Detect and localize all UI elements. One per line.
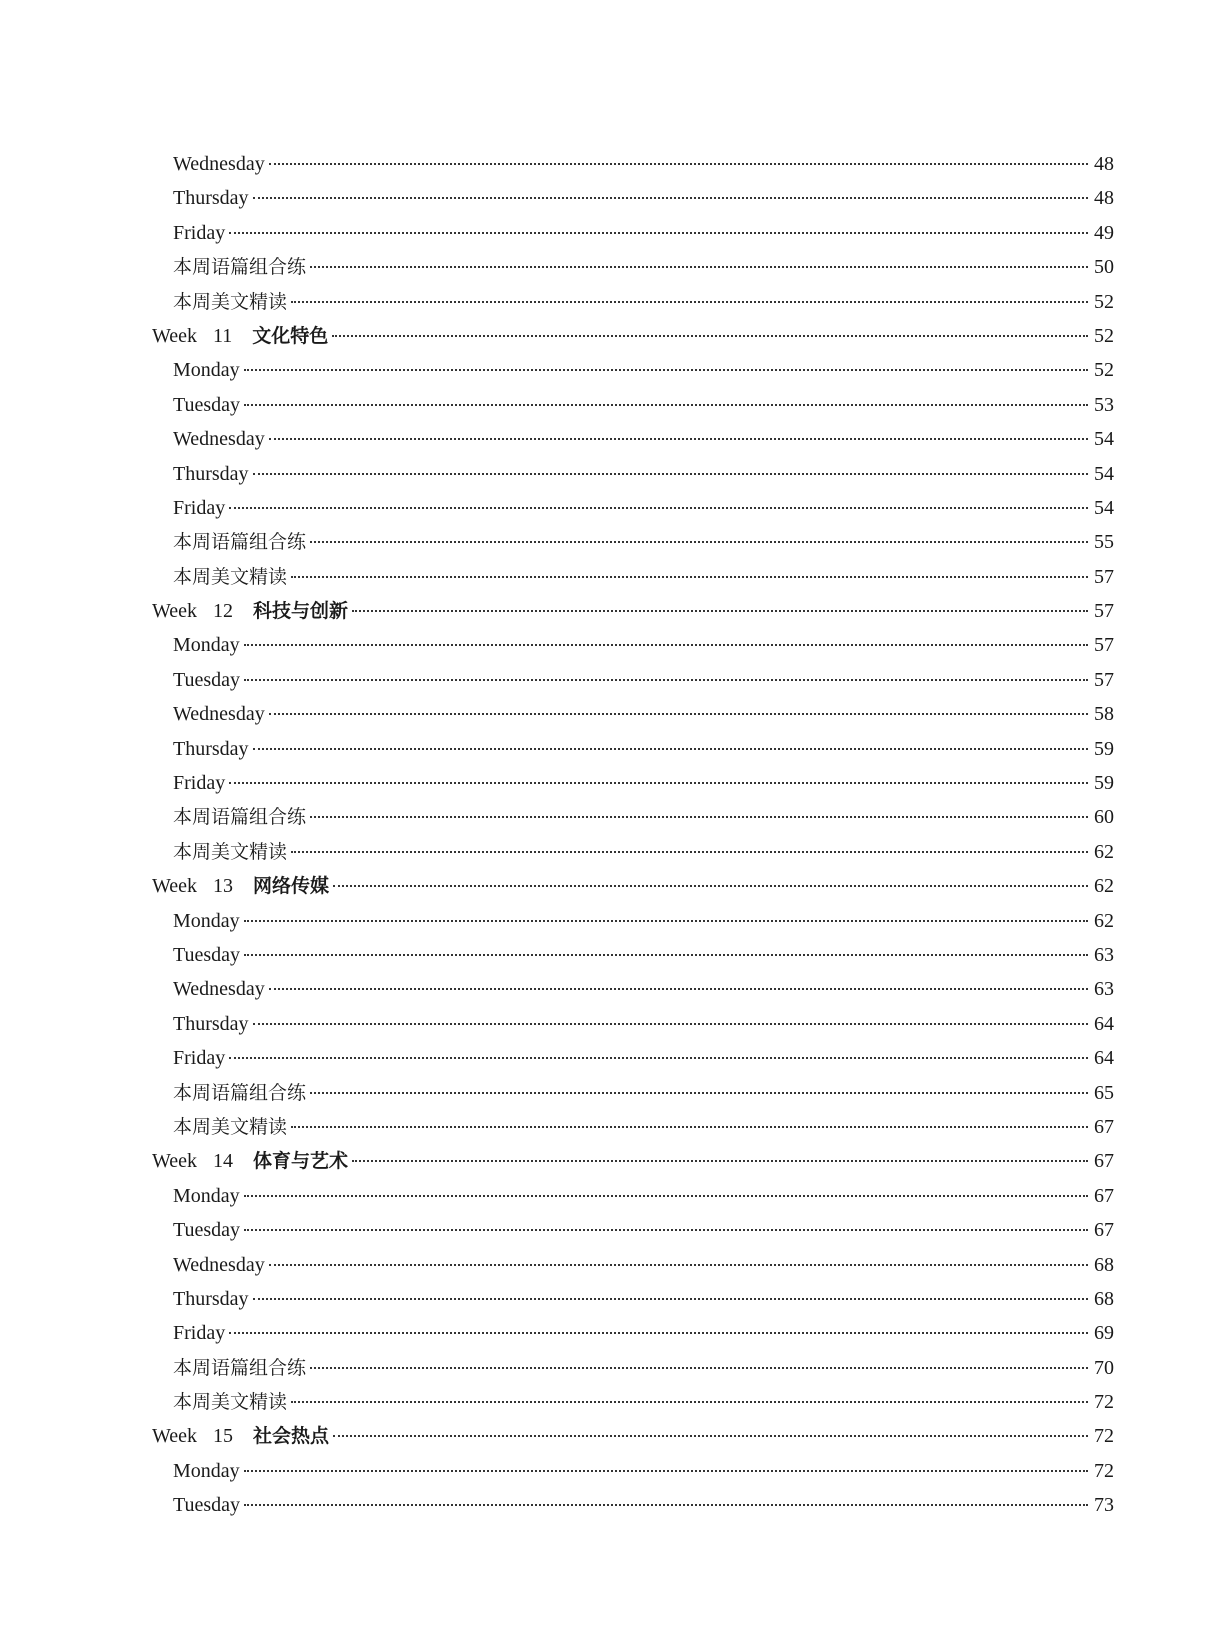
toc-entry[interactable] [0, 904, 1114, 938]
entry-label: Friday [173, 772, 226, 795]
page-number: 60 [1094, 806, 1114, 829]
dot-leader [253, 1019, 1088, 1025]
week-title [152, 1419, 329, 1453]
toc-entry[interactable] [0, 457, 1114, 491]
week-number: 11 [213, 324, 233, 347]
toc-entry[interactable] [0, 422, 1114, 456]
entry-label: 本周语篇组合练 [173, 1356, 307, 1379]
page-number: 49 [1094, 221, 1114, 244]
page-number: 62 [1094, 909, 1114, 932]
toc-week-heading[interactable] [0, 319, 1114, 353]
dot-leader [310, 1088, 1088, 1094]
entry-label: 本周语篇组合练 [173, 531, 307, 554]
dot-leader [253, 193, 1088, 199]
toc-entry[interactable] [0, 1385, 1114, 1419]
week-word: Week [152, 600, 198, 623]
dot-leader [269, 709, 1088, 715]
week-title [152, 594, 348, 628]
toc-week-heading[interactable] [0, 594, 1114, 628]
dot-leader [244, 640, 1088, 646]
entry-label: Thursday [173, 737, 249, 760]
entry-label: Monday [173, 1184, 240, 1207]
toc-entry[interactable] [0, 181, 1114, 215]
entry-label: 本周语篇组合练 [173, 256, 307, 279]
entry-label: Tuesday [173, 1494, 241, 1517]
week-topic: 科技与创新 [253, 600, 349, 623]
page-number: 72 [1094, 1391, 1114, 1414]
toc-entry[interactable] [0, 1007, 1114, 1041]
week-topic: 文化特色 [252, 324, 329, 347]
dot-leader [291, 297, 1088, 303]
toc-week-heading[interactable] [0, 1419, 1114, 1453]
toc-entry[interactable] [0, 1488, 1114, 1522]
entry-label: Wednesday [173, 1253, 265, 1276]
page-number: 67 [1094, 1150, 1114, 1173]
week-title [152, 1144, 348, 1178]
dot-leader [229, 503, 1088, 509]
dot-leader [244, 365, 1088, 371]
page-number: 69 [1094, 1322, 1114, 1345]
toc-entry[interactable] [0, 147, 1114, 181]
toc-entry[interactable] [0, 1248, 1114, 1282]
dot-leader [244, 675, 1088, 681]
page-number: 57 [1094, 634, 1114, 657]
dot-leader [310, 537, 1088, 543]
entry-label: Tuesday [173, 668, 241, 691]
entry-label: Monday [173, 359, 240, 382]
page-number: 65 [1094, 1081, 1114, 1104]
dot-leader [269, 159, 1088, 165]
week-number: 14 [213, 1150, 234, 1173]
page-number: 54 [1094, 428, 1114, 451]
dot-leader [244, 400, 1088, 406]
page-number: 54 [1094, 496, 1114, 519]
toc-week-heading[interactable] [0, 1144, 1114, 1178]
dot-leader [332, 331, 1088, 337]
week-topic: 社会热点 [253, 1425, 330, 1448]
week-word: Week [152, 1425, 198, 1448]
dot-leader [244, 916, 1088, 922]
dot-leader [253, 469, 1088, 475]
toc-entry[interactable] [0, 491, 1114, 525]
week-word: Week [152, 1150, 198, 1173]
dot-leader [352, 606, 1088, 612]
entry-label: Tuesday [173, 1219, 241, 1242]
dot-leader [269, 1260, 1088, 1266]
page-number: 64 [1094, 1047, 1114, 1070]
toc-entry[interactable] [0, 560, 1114, 594]
toc-entry[interactable] [0, 285, 1114, 319]
entry-label: 本周语篇组合练 [173, 806, 307, 829]
page-number: 55 [1094, 531, 1114, 554]
toc-entry[interactable] [0, 250, 1114, 284]
entry-label: 本周美文精读 [173, 1115, 288, 1138]
toc-entry[interactable] [0, 353, 1114, 387]
dot-leader [244, 1500, 1088, 1506]
entry-label: Monday [173, 1459, 240, 1482]
toc-entry[interactable] [0, 732, 1114, 766]
page-number: 59 [1094, 737, 1114, 760]
entry-label: 本周语篇组合练 [173, 1081, 307, 1104]
page-number: 52 [1094, 359, 1114, 382]
page-number: 53 [1094, 393, 1114, 416]
toc-entry[interactable] [0, 1351, 1114, 1385]
page-number: 68 [1094, 1287, 1114, 1310]
page-number: 50 [1094, 256, 1114, 279]
page-number: 54 [1094, 462, 1114, 485]
toc-entry[interactable] [0, 388, 1114, 422]
entry-label: Friday [173, 1322, 226, 1345]
toc-entry[interactable] [0, 1213, 1114, 1247]
page-number: 52 [1094, 324, 1114, 347]
week-number: 13 [213, 875, 234, 898]
dot-leader [333, 1431, 1088, 1437]
toc-entry[interactable] [0, 663, 1114, 697]
toc-entry[interactable] [0, 938, 1114, 972]
entry-label: Wednesday [173, 703, 265, 726]
entry-label: Friday [173, 496, 226, 519]
entry-label: Wednesday [173, 428, 265, 451]
toc-entry[interactable] [0, 1041, 1114, 1075]
page-number: 72 [1094, 1425, 1114, 1448]
toc-entry[interactable] [0, 766, 1114, 800]
dot-leader [244, 1466, 1088, 1472]
page-number: 73 [1094, 1494, 1114, 1517]
toc-entry[interactable] [0, 1076, 1114, 1110]
page-number: 68 [1094, 1253, 1114, 1276]
entry-label: Monday [173, 634, 240, 657]
entry-label: Tuesday [173, 943, 241, 966]
entry-label: Thursday [173, 1287, 249, 1310]
toc-entry[interactable] [0, 972, 1114, 1006]
entry-label: 本周美文精读 [173, 565, 288, 588]
entry-label: 本周美文精读 [173, 1391, 288, 1414]
entry-label: Monday [173, 909, 240, 932]
page-number: 62 [1094, 840, 1114, 863]
dot-leader [244, 1191, 1088, 1197]
toc-entry[interactable] [0, 525, 1114, 559]
dot-leader [291, 572, 1088, 578]
dot-leader [253, 744, 1088, 750]
entry-label: Thursday [173, 1012, 249, 1035]
toc-entry[interactable] [0, 1454, 1114, 1488]
week-word: Week [152, 324, 198, 347]
dot-leader [269, 434, 1088, 440]
dot-leader [269, 984, 1088, 990]
page-number: 64 [1094, 1012, 1114, 1035]
dot-leader [244, 950, 1088, 956]
week-number: 15 [213, 1425, 234, 1448]
entry-label: Tuesday [173, 393, 241, 416]
dot-leader [333, 881, 1088, 887]
toc-entry[interactable] [0, 1316, 1114, 1350]
page-number: 52 [1094, 290, 1114, 313]
page-number: 59 [1094, 772, 1114, 795]
entry-label: Thursday [173, 462, 249, 485]
entry-label: 本周美文精读 [173, 840, 288, 863]
toc-entry[interactable] [0, 1110, 1114, 1144]
page-number: 67 [1094, 1219, 1114, 1242]
page-number: 57 [1094, 600, 1114, 623]
page-number: 70 [1094, 1356, 1114, 1379]
page-number: 48 [1094, 153, 1114, 175]
week-title [152, 869, 329, 903]
entry-label: 本周美文精读 [173, 290, 288, 313]
toc-entry[interactable] [0, 835, 1114, 869]
entry-label: Wednesday [173, 978, 265, 1001]
dot-leader [291, 1397, 1088, 1403]
dot-leader [352, 1156, 1088, 1162]
page-number: 58 [1094, 703, 1114, 726]
dot-leader [310, 262, 1088, 268]
page-number: 62 [1094, 875, 1114, 898]
page-number: 67 [1094, 1115, 1114, 1138]
dot-leader [253, 1294, 1088, 1300]
dot-leader [229, 778, 1088, 784]
dot-leader [229, 228, 1088, 234]
entry-label: Wednesday [173, 153, 265, 175]
entry-label: Friday [173, 1047, 226, 1070]
dot-leader [229, 1328, 1088, 1334]
week-topic: 网络传媒 [253, 875, 330, 898]
dot-leader [244, 1225, 1088, 1231]
page-number: 67 [1094, 1184, 1114, 1207]
entry-label: Thursday [173, 187, 249, 210]
table-of-contents [0, 147, 1225, 1523]
toc-entry[interactable] [0, 800, 1114, 834]
dot-leader [229, 1053, 1088, 1059]
week-word: Week [152, 875, 198, 898]
page-number: 72 [1094, 1459, 1114, 1482]
page-number: 57 [1094, 668, 1114, 691]
page-number: 63 [1094, 978, 1114, 1001]
week-number: 12 [213, 600, 234, 623]
entry-label: Friday [173, 221, 226, 244]
dot-leader [310, 1363, 1088, 1369]
toc-entry[interactable] [0, 216, 1114, 250]
toc-entry[interactable] [0, 1282, 1114, 1316]
page-number: 48 [1094, 187, 1114, 210]
page-number: 63 [1094, 943, 1114, 966]
week-title [152, 319, 328, 353]
toc-entry[interactable] [0, 697, 1114, 731]
toc-week-heading[interactable] [0, 869, 1114, 903]
toc-entry[interactable] [0, 628, 1114, 662]
dot-leader [291, 1122, 1088, 1128]
toc-entry[interactable] [0, 1179, 1114, 1213]
dot-leader [291, 847, 1088, 853]
week-topic: 体育与艺术 [253, 1150, 349, 1173]
page-number: 57 [1094, 565, 1114, 588]
dot-leader [310, 812, 1088, 818]
